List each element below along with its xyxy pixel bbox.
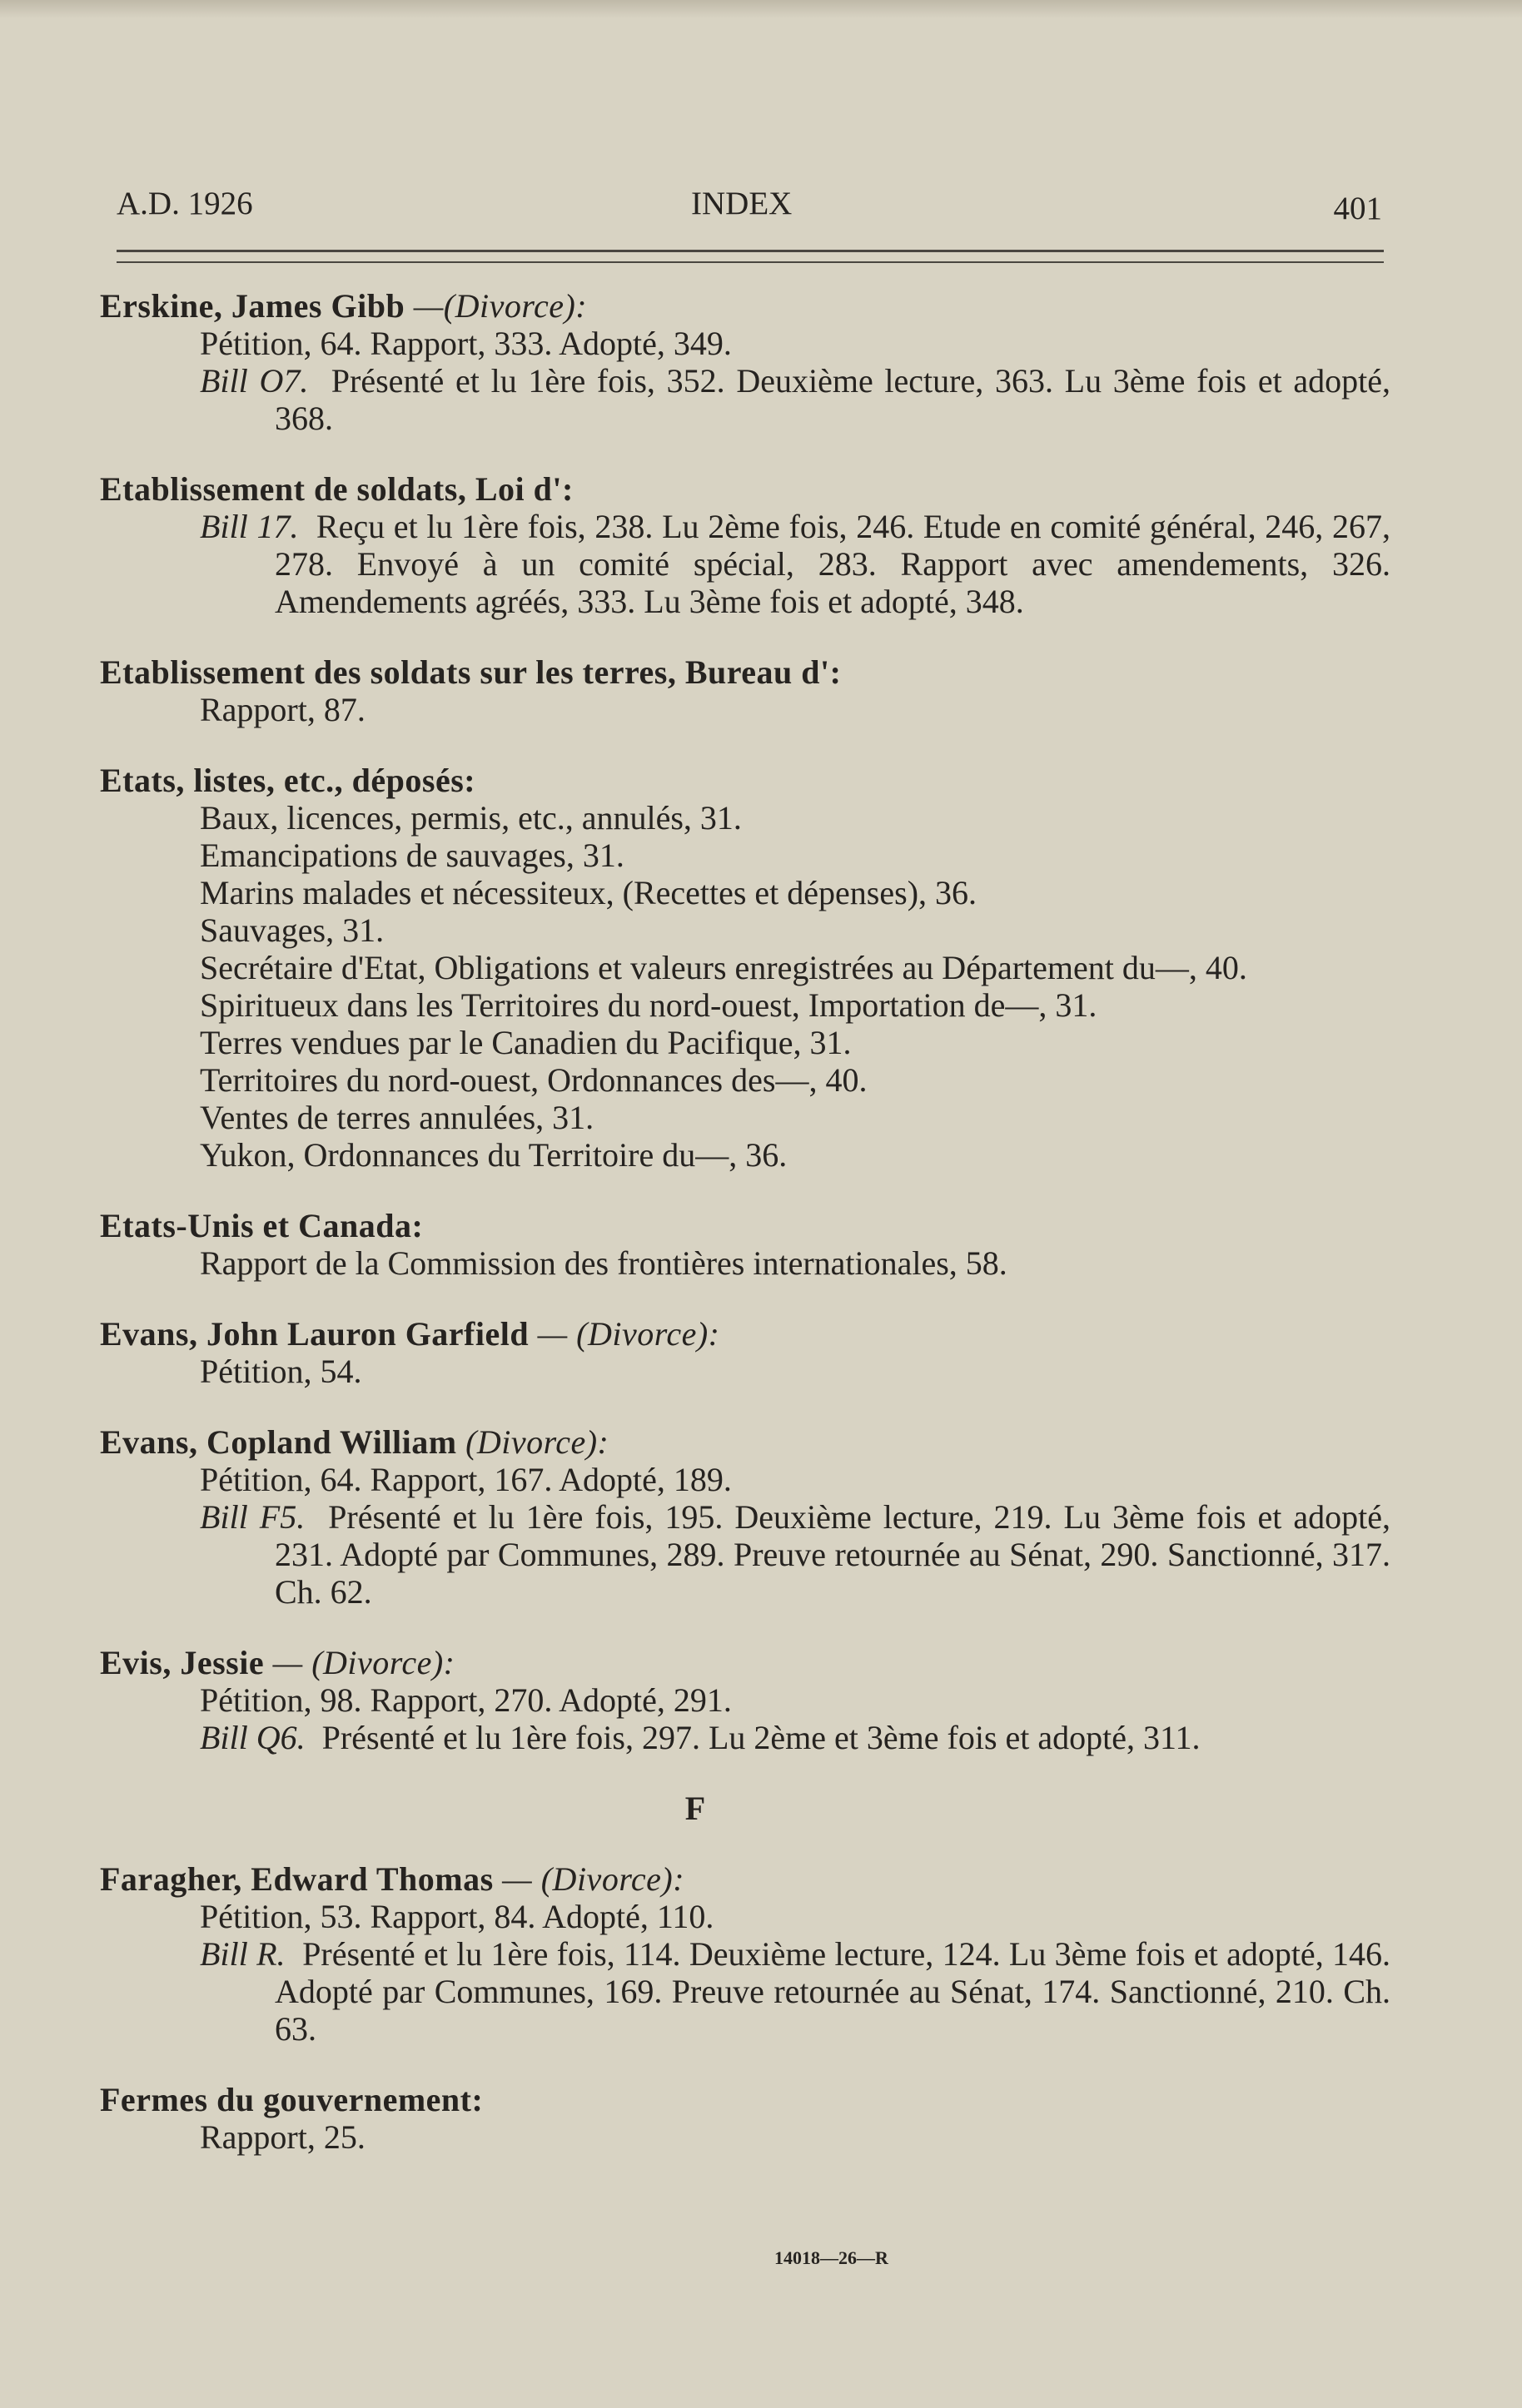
entry-line-text: Marins malades et nécessiteux, (Recettes et dépenses), 36. [200,874,977,911]
entry-line-text: Présenté et lu 1ère fois, 352. Deuxième lecture, 363. Lu 3ème fois et adopté, 368. [275,362,1391,437]
entry-line-text: Terres vendues par le Canadien du Pacifique, 31. [200,1024,852,1061]
entry-line [100,691,1390,728]
entry-line-text: Pétition, 98. Rapport, 270. Adopté, 291. [200,1681,732,1719]
section-letter: F [684,1790,706,1827]
entry-line-text: Pétition, 64. Rapport, 333. Adopté, 349. [200,325,732,362]
bill-reference: Bill 17. [200,508,299,545]
index-entry [100,1644,1390,1756]
entry-line [100,1498,1390,1611]
header-rule-top [117,250,1384,252]
entry-line [100,1353,1390,1390]
entry-heading-text: Evis, Jessie [100,1644,265,1681]
bill-reference: Bill F5. [200,1498,306,1536]
entry-line-text: Rapport, 87. [200,691,366,728]
entry-heading [100,287,1390,325]
entry-line-text: Spiritueux dans les Territoires du nord-ouest, Importation de—, 31. [200,986,1097,1024]
entry-line-text: Rapport de la Commission des frontières internationales, 58. [200,1244,1007,1282]
entry-line-text: Présenté et lu 1ère fois, 195. Deuxième lecture, 219. Lu 3ème fois et adopté, 231. Adopté par Communes, 289. Preuve retournée au Sénat, 290. Sanctionné, 317. Ch. 62. [275,1498,1390,1611]
index-entry [100,287,1390,437]
index-entries-e [100,287,1390,1756]
entry-line-text: Territoires du nord-ouest, Ordonnances des—, 40. [200,1061,868,1099]
entry-heading-text: Etats, listes, etc., déposés: [100,762,476,799]
entry-line [100,799,1390,837]
bill-reference: Bill Q6. [200,1719,306,1756]
entry-line-text: Présenté et lu 1ère fois, 297. Lu 2ème et 3ème fois et adopté, 311. [321,1719,1201,1756]
entry-qualifier: (Divorce): [465,1423,609,1461]
page-header [117,185,1382,235]
entry-heading [100,1315,1390,1353]
printer-signature: 14018—26—R [774,2247,888,2268]
index-entry [100,762,1390,1174]
bill-reference: Bill O7. [200,362,309,400]
entry-line [100,1024,1390,1061]
entry-line [100,1898,1390,1935]
entry-line [100,911,1390,949]
index-entry [100,1207,1390,1282]
entry-line [100,1461,1390,1498]
entry-qualifier: — (Divorce): [537,1315,720,1353]
entry-heading [100,2081,1390,2118]
entry-heading [100,653,1390,691]
entry-heading-text: Etats-Unis et Canada: [100,1207,424,1244]
entry-line [100,1719,1390,1756]
entry-qualifier: —(Divorce): [413,287,588,325]
entry-line [100,2118,1390,2156]
entry-line [100,1099,1390,1136]
entry-line-text: Pétition, 54. [200,1353,362,1390]
entry-line-text: Emancipations de sauvages, 31. [200,837,624,874]
entry-heading [100,1423,1390,1461]
index-entry [100,653,1390,728]
index-entry [100,1315,1390,1390]
entry-line-text: Sauvages, 31. [200,911,385,949]
entry-heading [100,1207,1390,1244]
entry-heading-text: Evans, John Lauron Garfield [100,1315,530,1353]
page-top-edge [0,0,1522,18]
entry-line [100,986,1390,1024]
entry-heading-text: Evans, Copland William [100,1423,457,1461]
entry-heading-text: Faragher, Edward Thomas [100,1860,494,1898]
index-entry [100,470,1390,620]
entry-line [100,362,1390,437]
entry-line [100,949,1390,986]
entry-line [100,1244,1390,1282]
header-year: A.D. 1926 [117,186,253,221]
entry-heading-text: Erskine, James Gibb [100,287,405,325]
entry-heading [100,1860,1390,1898]
entry-heading-text: Fermes du gouvernement: [100,2081,484,2118]
entry-line-text: Ventes de terres annulées, 31. [200,1099,594,1136]
entry-line [100,1136,1390,1174]
entry-line [100,1061,1390,1099]
entry-line-text: Secrétaire d'Etat, Obligations et valeurs enregistrées au Département du—, 40. [200,949,1247,986]
entry-line-text: Pétition, 53. Rapport, 84. Adopté, 110. [200,1898,714,1935]
entry-line [100,508,1390,620]
entry-line-text: Présenté et lu 1ère fois, 114. Deuxième lecture, 124. Lu 3ème fois et adopté, 146. Adopté par Communes, 169. Preuve retournée au Sénat, 174. Sanctionné, 210. Ch. 63. [275,1935,1390,2048]
entry-line-text: Rapport, 25. [200,2118,366,2156]
index-entries-f [100,1860,1390,2156]
entry-line [100,1681,1390,1719]
entry-heading [100,470,1390,508]
entry-line-text: Yukon, Ordonnances du Territoire du—, 36. [200,1136,788,1174]
index-content [100,287,1390,2189]
entry-heading [100,762,1390,799]
header-rule-bottom [117,261,1384,263]
entry-heading-text: Etablissement de soldats, Loi d': [100,470,574,508]
entry-line-text: Baux, licences, permis, etc., annulés, 31. [200,799,742,837]
entry-qualifier: — (Divorce): [272,1644,455,1681]
index-entry [100,1423,1390,1611]
entry-heading-text: Etablissement des soldats sur les terres, Bureau d': [100,653,842,691]
entry-line [100,325,1390,362]
bill-reference: Bill R. [200,1935,286,1973]
entry-heading [100,1644,1390,1681]
entry-line [100,1935,1390,2048]
page-number: 401 [1333,191,1382,226]
entry-line-text: Pétition, 64. Rapport, 167. Adopté, 189. [200,1461,732,1498]
entry-line [100,874,1390,911]
index-entry [100,2081,1390,2156]
entry-line [100,837,1390,874]
index-entry [100,1860,1390,2048]
entry-qualifier: — (Divorce): [502,1860,685,1898]
header-title: INDEX [691,186,793,221]
entry-line-text: Reçu et lu 1ère fois, 238. Lu 2ème fois, 246. Etude en comité général, 246, 267, 278. Envoyé à un comité spécial, 283. Rapport avec amendements, 326. Amendements agréés, 333. Lu 3ème fois et adopté, 348. [275,508,1391,620]
